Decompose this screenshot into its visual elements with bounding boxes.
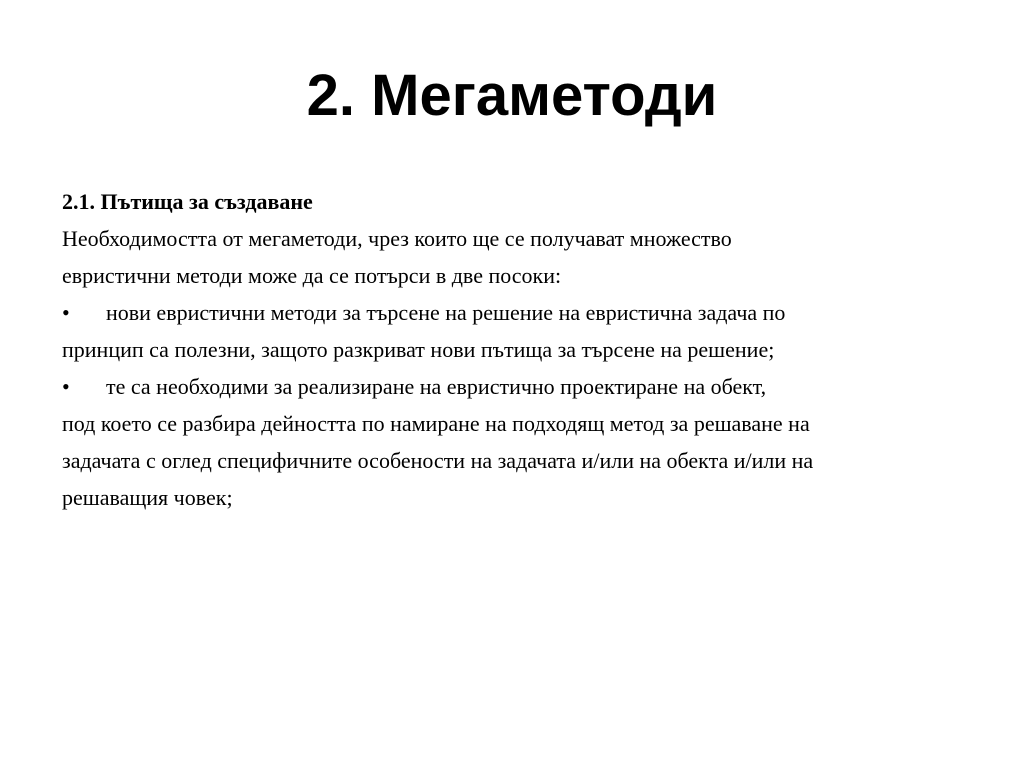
bullet-continuation: решаващия човек; <box>62 485 233 510</box>
bullet-continuation: под което се разбира дейността по намиране на подходящ метод за решаване на <box>62 411 810 436</box>
slide-title: 2. Мегаметоди <box>306 63 718 128</box>
intro-line: евристични методи може да се потърси в две посоки: <box>62 263 562 288</box>
section-subheading: 2.1. Пътища за създаване <box>62 189 313 214</box>
bullet-text: те са необходими за реализиране на евристично проектиране на обект, <box>106 374 767 399</box>
bullet-continuation: принцип са полезни, защото разкриват нови пътища за търсене на решение; <box>62 337 775 362</box>
bullet-continuation: задачата с оглед специфичните особености на задачата и/или на обекта и/или на <box>62 448 814 473</box>
bullet-icon: • <box>62 300 70 325</box>
slide-body <box>62 183 982 516</box>
intro-line: Необходимостта от мегаметоди, чрез които ще се получават множество <box>62 226 732 251</box>
bullet-item <box>62 294 982 331</box>
bullet-icon: • <box>62 374 70 399</box>
bullet-item <box>62 368 982 405</box>
bullet-text: нови евристични методи за търсене на решение на евристична задача по <box>106 300 786 325</box>
